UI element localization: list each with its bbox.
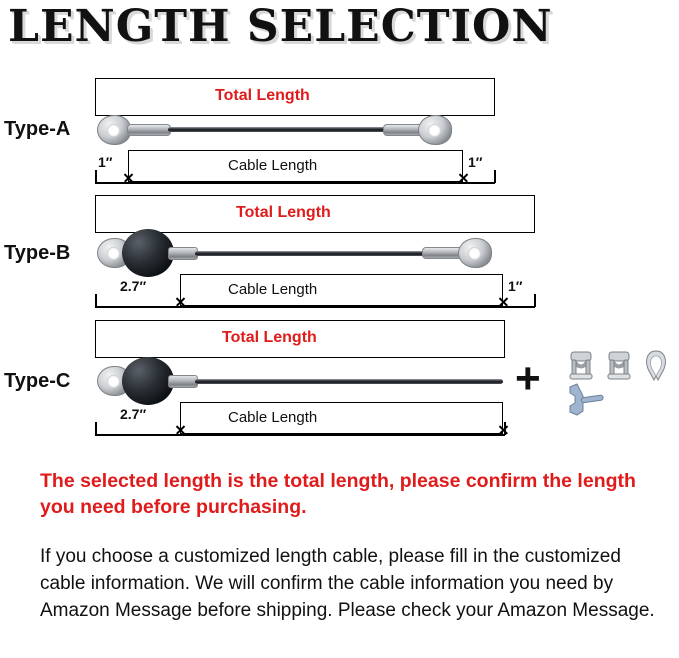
cable-length-label-b: Cable Length [228, 281, 318, 298]
title-banner [0, 0, 679, 56]
plus-sign: + [515, 354, 541, 403]
end-right-a [494, 170, 496, 183]
total-length-label-c: Total Length [222, 329, 317, 346]
cable-body-a [168, 127, 390, 132]
cable-length-label-a: Cable Length [228, 157, 318, 174]
cable-ball-left-c [122, 357, 174, 405]
total-length-label-a: Total Length [215, 87, 310, 104]
row-label-type-a: Type-A [4, 118, 71, 140]
cable-eyelet-right-b [458, 238, 492, 268]
cable-ball-neck-b [168, 247, 198, 260]
diagram-row-type-b [0, 190, 679, 315]
wire-rope-clip-1-icon [568, 350, 594, 380]
cable-length-label-c: Cable Length [228, 409, 318, 426]
accessories-group [515, 345, 679, 425]
row-label-type-c: Type-C [4, 370, 71, 392]
end-right-b [534, 294, 536, 307]
left-end-label-b: 2.7″ [120, 278, 147, 294]
note-black-text: If you choose a customized length cable, please fill in the customized cable information. We will confirm the cable information you need by Amazon Message before shipping. Please check your Amazon Message. [40, 546, 655, 621]
end-left-a [95, 170, 97, 183]
end-left-b [95, 294, 97, 307]
baseline-a [95, 182, 495, 184]
wire-rope-clip-2-icon [606, 350, 632, 380]
diagram-row-type-a [0, 70, 679, 185]
note-red-text: The selected length is the total length, please confirm the length you need before purchasing. [40, 470, 636, 518]
cable-body-b [195, 251, 425, 256]
cable-ball-left-b [122, 229, 174, 277]
left-end-label-a: 1″ [98, 154, 113, 170]
row-label-type-b: Type-B [4, 242, 71, 264]
end-left-c [95, 422, 97, 435]
cable-eyelet-right-a [418, 115, 452, 145]
thimble-icon [643, 349, 669, 381]
cable-body-c [195, 379, 503, 384]
baseline-b [95, 306, 535, 308]
cable-ferrule-left-a [127, 124, 171, 136]
end-right-c [504, 422, 506, 435]
cable-ball-neck-c [168, 375, 198, 388]
total-length-label-b: Total Length [236, 204, 331, 221]
right-end-label-b: 1″ [508, 278, 523, 294]
baseline-c [95, 434, 505, 436]
right-end-label-a: 1″ [468, 154, 483, 170]
wrench-icon [563, 383, 605, 417]
page-title: LENGTH SELECTION [8, 1, 553, 52]
left-end-label-c: 2.7″ [120, 406, 147, 422]
cable-eyelet-left-a [97, 115, 131, 145]
